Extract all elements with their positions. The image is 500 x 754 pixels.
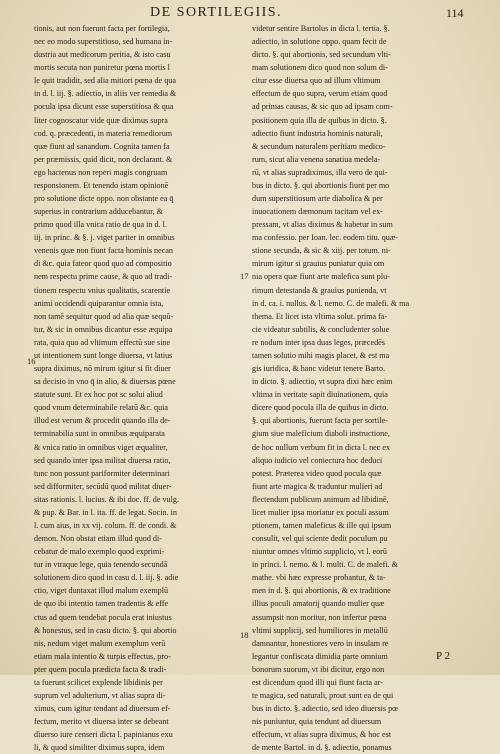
- text-line: inuocationem dæmonum tacitam vel ex-: [252, 207, 383, 217]
- text-line: bus in dicto. §. adiectio, sed ideo diuersis pœ: [252, 704, 399, 714]
- signature-mark: P 2: [436, 650, 450, 662]
- text-line: vltima in veritate sapit diuinationem, quia: [252, 390, 388, 400]
- text-line: nis puniuntur, quia tendunt ad diuersum: [252, 717, 382, 727]
- page-title: DE SORTILEGIIS.: [150, 5, 283, 20]
- right-text-column: [252, 22, 462, 754]
- text-line: men in d. §. qui abortionis, & ex traditione: [252, 586, 391, 596]
- text-line: nem respectu prime cause, & quo ad tradi-: [34, 272, 173, 282]
- text-line: ptionem, tamen maleficus & ille qui ipsum: [252, 520, 392, 530]
- text-line: rimum detestanda & grauius punienda, vt: [252, 285, 387, 295]
- text-line: ut intentionem sunt longe diuersa, vt latius: [34, 350, 173, 360]
- text-line: primo quod illa vnica ratio de qua in d. l.: [34, 220, 167, 230]
- text-line: tamen solutio mihi magis placet, & est ma: [252, 350, 390, 360]
- text-line: pressam, vt alias diximus & habetur in sum: [252, 220, 393, 230]
- text-line: videtur sentire Bartolus in dicta l. tertia. §.: [252, 24, 390, 33]
- text-line: citur esse diuersa quo ad illum vltimum: [252, 76, 381, 86]
- text-line: niuntur omnes vltimo supplicio, vt l. eorū: [252, 547, 387, 557]
- text-line: illius poculi amatorij quando mulier quæ: [252, 599, 385, 609]
- text-line: non tamē sequitur quod ad alia quæ sequū-: [34, 311, 174, 321]
- text-line: effectum, vt alias supra diximus, & hoc est: [252, 730, 392, 740]
- text-line: & pup. & Bar. in l. ita. ff. de legat. Socin. in: [34, 507, 177, 517]
- text-line: & honestus, sed in casu dicto. §. qui abortio: [34, 625, 177, 635]
- text-line: tur in vtraque lege, quia tenendo secundā: [34, 560, 168, 570]
- text-line: etiam mala intentio & turpis effectus, pro-: [34, 651, 171, 661]
- text-line: gis iuridica, & hanc videtur tenere Barto.: [252, 364, 386, 374]
- text-line: ctus ad quem tendebat pocula erat iniustus: [34, 612, 172, 622]
- text-line: statute sunt. Et ex hoc pot sc solui aliud: [34, 390, 163, 400]
- text-line: ego hactenus non reperi magis congruam: [34, 167, 168, 177]
- text-line: supra diximus, nō mirum igitur si fit diuer: [34, 364, 171, 374]
- text-line: aliquo iudicio vel coniectura hoc deduci: [252, 455, 383, 465]
- text-line: & secundum naturalem peritiam medico-: [252, 141, 386, 151]
- running-header: [0, 5, 500, 21]
- text-line: adiectio, in solutione oppo. quam fecit de: [252, 37, 387, 47]
- text-line: rum, sicut alia venena sanatiua medela-: [252, 154, 381, 164]
- margin-note-16: 16: [27, 356, 36, 366]
- text-line: consulit, vel qui sciente dedit poculum pu: [252, 534, 388, 544]
- text-line: per præmissis, quid dicit, non declarant. &: [34, 154, 173, 164]
- text-line: li, & quod similiter diximus supra, idem: [34, 743, 165, 753]
- text-line: tionem respectu vnius qualitatis, scarentie: [34, 285, 171, 295]
- text-line: venenis quæ non fiunt facta hominis necan: [34, 246, 173, 256]
- text-line: tur, & sic in omnibus dicantur esse æquipa: [34, 324, 173, 334]
- text-line: solutionem dico quod in casu d. l. iij. §. adie: [34, 573, 179, 583]
- text-line: ta fuerunt scilicet explende libidinis per: [34, 677, 163, 687]
- text-line: sed difformiter, secūdū quod militat diuer-: [34, 481, 172, 491]
- text-line: liter cognoscatur vide quæ diximus supra: [34, 115, 168, 125]
- text-line: §. qui abortionis, fuerunt facta per sortile-: [252, 416, 388, 426]
- text-line: rū, vt alias supradiximus, illa vero de qui-: [252, 167, 388, 177]
- text-line: ma confessio. per Ioan. lec. eodem titu. quæ-: [252, 233, 398, 243]
- text-line: sitas rationis. l. lucius. & ibi doc. ff. de vulg.: [34, 494, 179, 504]
- text-line: legantur confiscata dimidia parte omnium: [252, 651, 388, 661]
- text-line: demon. Non obstat etiam illud quod di-: [34, 534, 162, 544]
- text-line: iij. in princ. & §. j. viget pariter in omnibus: [34, 233, 175, 243]
- text-line: nis, nedum viget malum exemplum verū: [34, 638, 166, 648]
- text-line: sa decisio in vno q̄ in alio, & diuersas pœne: [34, 377, 176, 387]
- text-line: pro solutione dicte oppo. non obstante ea q̄: [34, 194, 174, 204]
- text-line: de mente Bartol. in d. §. adiectio, ponamus: [252, 743, 392, 753]
- text-line: fectum, merito vt diuersa inter se debeant: [34, 717, 169, 727]
- text-line: potest. Præterea video quod pocula quæ: [252, 468, 382, 478]
- text-line: rata, quia quo ad vltimum effectū sue sine: [34, 337, 171, 347]
- text-line: responsionem. Et tenendo istam opinionē: [34, 180, 169, 190]
- text-line: in princi. l. nemo. & l. multi. C. de malefi. &: [252, 560, 399, 570]
- text-line: dum superstitiosum arte diabolica & per: [252, 194, 383, 204]
- text-line: mam solutionem dico quod non solum di-: [252, 63, 388, 73]
- text-line: sed quando inter ipsa militat diuersa ratio,: [34, 455, 171, 465]
- text-line: pter quem pocula prædicta facta & tradi-: [34, 664, 167, 674]
- folio-number: 114: [446, 6, 464, 20]
- text-line: tunc non possunt pariformiter determinari: [34, 468, 170, 478]
- text-line: dustria aut medicorum peritia, & isto casu: [34, 50, 171, 60]
- text-line: flectendum publicum animum ad libidinē,: [252, 494, 389, 504]
- text-line: gium siue maleficium diaboli instructione,: [252, 429, 390, 439]
- text-line: adiectio fiunt industria hominis naturali,: [252, 128, 383, 138]
- text-line: mirum igitur si grauius puniatur quia om: [252, 259, 385, 269]
- text-line: te magica, sed naturali, prout sunt ea de qui: [252, 690, 394, 700]
- text-line: in dicto. §. adiectio, vt supra dixi hæc enim: [252, 377, 393, 387]
- text-line: thema. Et licet ista vltima solut. prima fa-: [252, 311, 388, 321]
- text-line: l. cum aius, in xx vij. colum. ff. de condi. &: [34, 520, 177, 530]
- text-line: in d. ca. i. nullus. & l. nemo. C. de malefi. & ma: [252, 298, 410, 308]
- text-line: quæ fiunt ad sanandum. Cognita tamen fa: [34, 141, 170, 151]
- text-line: cebatur de malo exemplo quod exprimi-: [34, 547, 165, 557]
- text-line: effectum de quo supra, verum etiam quod: [252, 89, 388, 99]
- text-line: fiunt arte magica & traduntur mulieri ad: [252, 481, 383, 491]
- text-line: le quit tradidit, sed alia mitiori pœna de qua: [34, 76, 176, 86]
- text-line: mathe. vbi hæc expresse probantur, & ta-: [252, 573, 386, 583]
- text-line: bus in dicto. §. qui abortionis fiunt per mo: [252, 180, 390, 190]
- left-text-column: [34, 22, 244, 754]
- text-line: dicto. §. qui abortionis, sed secundum vlti-: [252, 50, 391, 60]
- text-line: positionem quia illa de quibus in dicto. §.: [252, 115, 387, 125]
- text-line: damnantur, honestiores vero in insulam re: [252, 638, 389, 648]
- text-line: ctio, viget duntaxat illud malum exemplū: [34, 586, 169, 596]
- text-line: suprum vel adulterium, vt alias supra di-: [34, 690, 166, 700]
- text-line: de quo ibi intentio tamen tradentis & effe: [34, 599, 169, 609]
- text-line: ximus, cum igitur tendant ad diuersum ef-: [34, 704, 171, 714]
- text-line: assumpsit non moritur, non infertur pœna: [252, 612, 387, 622]
- text-line: bonorum suorum, vt ibi dicitur, ergo non: [252, 664, 385, 674]
- text-line: quod vnum determinabile relatū &c. quia: [34, 403, 169, 413]
- text-line: re nodum inter ipsa duas leges, præcedēs: [252, 337, 385, 347]
- margin-note-17: 17: [240, 271, 249, 281]
- text-line: stione secunda, & sic & xiij. per totum. ni-: [252, 246, 391, 256]
- text-line: licet mulier ipsa moriatur ex poculi assum: [252, 507, 389, 517]
- text-line: animi occidendi quiparantur omnia ista,: [34, 298, 164, 308]
- text-line: terminabilia sunt in omnibus æquiparata: [34, 429, 165, 439]
- text-line: est dicendum quod illi qui fiunt facta ar-: [252, 677, 383, 687]
- text-line: de hoc nullum verbum fit in dicta l. nec ex: [252, 442, 391, 452]
- text-line: cod. q. præcedenti, in materia remediorum: [34, 128, 173, 138]
- text-line: mortis secuta non puniretur pœna mortis l: [34, 63, 170, 73]
- text-line: nia opera quæ fiunt arte malefica sunt plu-: [252, 272, 390, 282]
- text-line: & vnica ratio in omnibus viget æqualiter,: [34, 442, 168, 452]
- text-line: cie videatur subtilis, & concludenter solue: [252, 324, 390, 334]
- text-line: ad primas causas, & sic quo ad ipsam com-: [252, 102, 393, 112]
- text-line: in d. l. iij. §. adiectio, in aliis ver remedia &: [34, 89, 177, 99]
- text-line: illud est verum & procedit quando illa de-: [34, 416, 171, 426]
- margin-note-18: 18: [240, 630, 249, 640]
- text-line: vltimi supplicij, sed humiliores in metallū: [252, 625, 388, 635]
- text-line: pocula ipsa dicunt esse superstitiosa & qua: [34, 102, 174, 112]
- text-line: di &c. quia fateor quod quo ad compositio: [34, 259, 172, 269]
- text-line: dicere quod pocula illa de quibus in dicto.: [252, 403, 389, 413]
- text-line: nec eo modo superstitioso, sed humana in-: [34, 37, 173, 47]
- text-line: superius in contrarium adducebantur, &: [34, 207, 163, 217]
- text-line: tionis, aut non fuerunt facta per fortilegia,: [34, 24, 170, 33]
- text-line: diuerso iure censeri dicta l. papinianus exu: [34, 730, 173, 740]
